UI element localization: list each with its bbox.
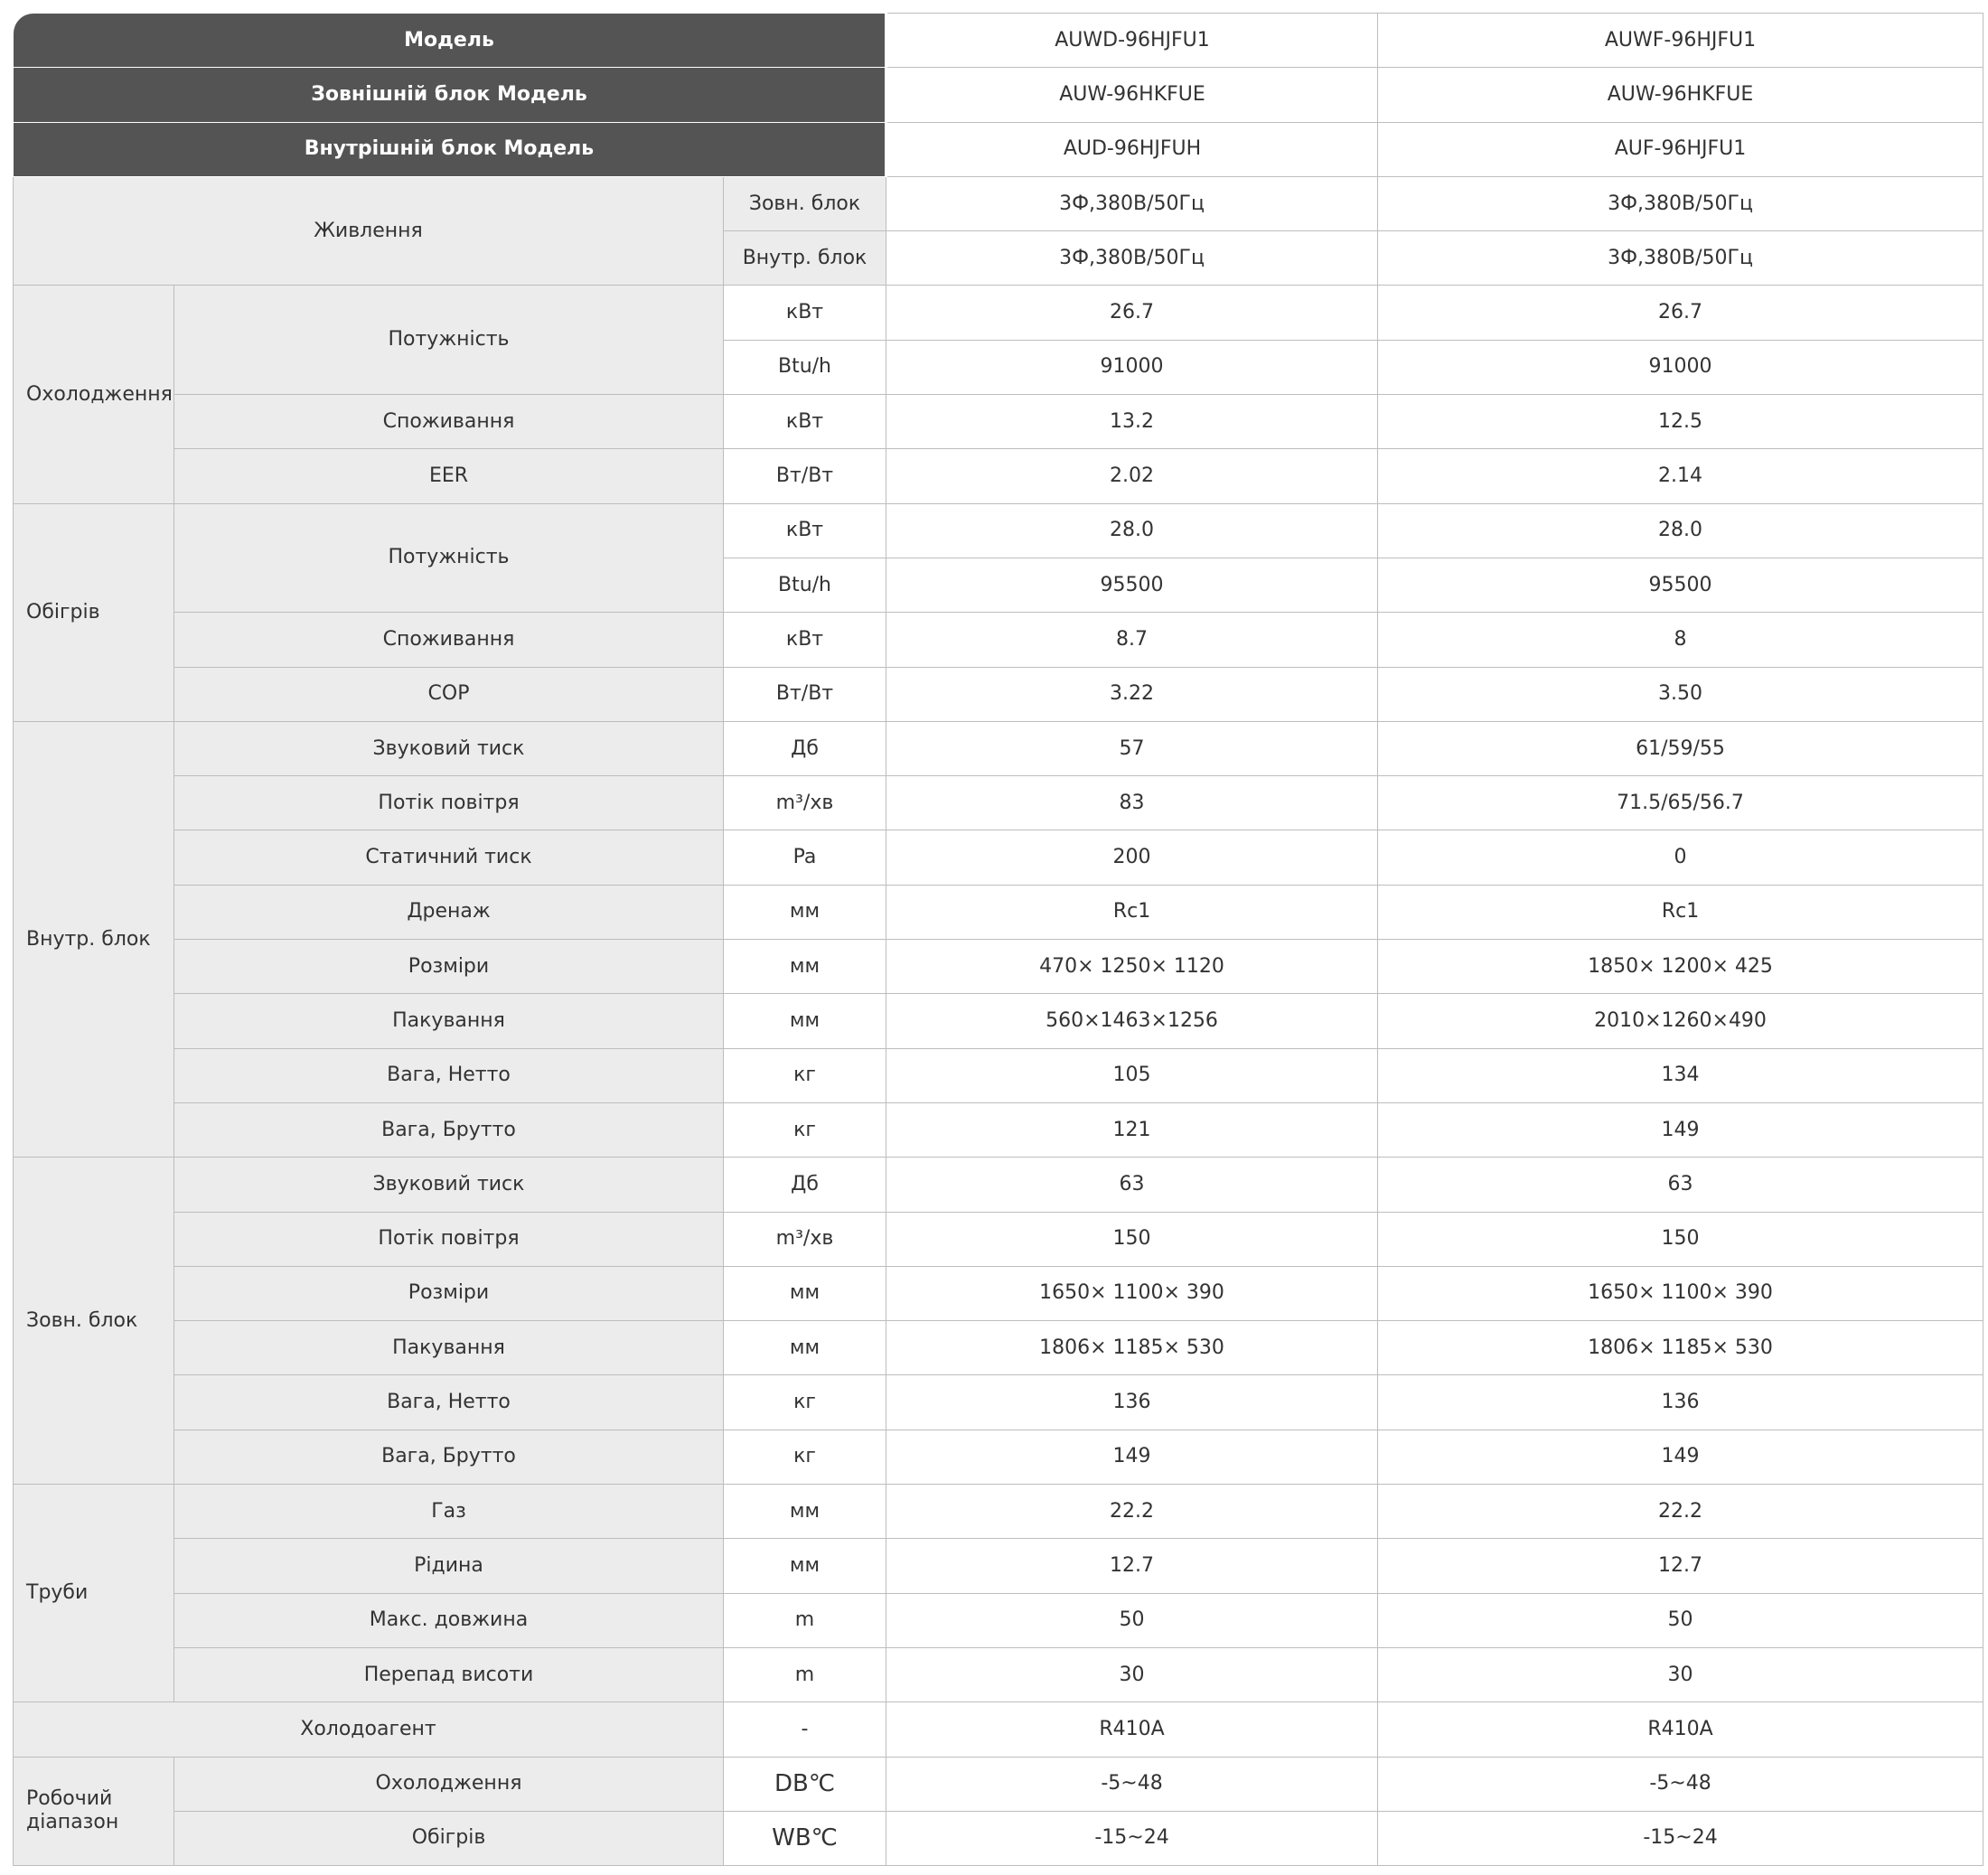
value-cell: 26.7 [886, 286, 1378, 340]
param-cell: Вага, Нетто [174, 1048, 724, 1102]
table-row [14, 395, 1983, 449]
value-cell: 1650× 1100× 390 [1378, 1266, 1983, 1320]
value-cell: 560×1463×1256 [886, 994, 1378, 1048]
param-cell: Газ [174, 1485, 724, 1539]
value-cell: 22.2 [1378, 1485, 1983, 1539]
unit-cell: m [724, 1647, 886, 1702]
unit-cell: кВт [724, 503, 886, 558]
table-row [14, 1375, 1983, 1430]
value-cell: 2.14 [1378, 449, 1983, 503]
unit-cell: кВт [724, 613, 886, 667]
value-cell: 136 [1378, 1375, 1983, 1430]
model-2: AUWF-96HJFU1 [1378, 14, 1983, 68]
table-row [14, 994, 1983, 1048]
value-cell: 12.7 [1378, 1539, 1983, 1593]
value-cell: -5~48 [1378, 1757, 1983, 1811]
unit-cell: Вт/Вт [724, 667, 886, 721]
value-cell: Rc1 [1378, 885, 1983, 939]
unit-cell: мм [724, 1266, 886, 1320]
value-cell: 95500 [886, 558, 1378, 612]
header-row-model [14, 14, 1983, 68]
value-cell: 3.22 [886, 667, 1378, 721]
param-cell: Дренаж [174, 885, 724, 939]
value-cell: 2.02 [886, 449, 1378, 503]
value-cell: 61/59/55 [1378, 721, 1983, 775]
param-cell: Вага, Брутто [174, 1430, 724, 1484]
table-row [14, 1593, 1983, 1647]
value-cell: R410A [1378, 1702, 1983, 1757]
table-row [14, 1321, 1983, 1375]
table-row [14, 830, 1983, 885]
unit-cell: кВт [724, 286, 886, 340]
table-row [14, 940, 1983, 994]
value-cell: 50 [1378, 1593, 1983, 1647]
table-row [14, 1158, 1983, 1212]
param-cell: Пакування [174, 994, 724, 1048]
pipes-group-label: Труби [14, 1485, 174, 1702]
value-cell: 8.7 [886, 613, 1378, 667]
value-cell: 149 [1378, 1102, 1983, 1157]
table-row [14, 613, 1983, 667]
param-cell: Рідина [174, 1539, 724, 1593]
value-cell: 3Ф,380В/50Гц [886, 176, 1378, 230]
unit-cell: m³/хв [724, 776, 886, 830]
param-cell: Споживання [174, 613, 724, 667]
param-cell: Звуковий тиск [174, 1158, 724, 1212]
unit-cell: кг [724, 1375, 886, 1430]
value-cell: -5~48 [886, 1757, 1378, 1811]
value-cell: 149 [886, 1430, 1378, 1484]
param-cell: Статичний тиск [174, 830, 724, 885]
table-row [14, 1485, 1983, 1539]
spec-table [13, 13, 1983, 1866]
unit-cell: кг [724, 1430, 886, 1484]
unit-cell: мм [724, 1539, 886, 1593]
value-cell: 150 [886, 1212, 1378, 1266]
unit-cell: DB℃ [724, 1757, 886, 1811]
param-cell: Перепад висоти [174, 1647, 724, 1702]
value-cell: Rc1 [886, 885, 1378, 939]
value-cell: 1806× 1185× 530 [886, 1321, 1378, 1375]
table-row [14, 1102, 1983, 1157]
unit-cell: Внутр. блок [724, 231, 886, 286]
indoor-model-2: AUF-96HJFU1 [1378, 122, 1983, 176]
value-cell: 12.5 [1378, 395, 1983, 449]
param-cell: Звуковий тиск [174, 721, 724, 775]
heating-group-label: Обігрів [14, 503, 174, 721]
unit-cell: Дб [724, 721, 886, 775]
header-row-outdoor-model [14, 68, 1983, 122]
table-row [14, 503, 1983, 558]
value-cell: 3Ф,380В/50Гц [1378, 176, 1983, 230]
unit-cell: Дб [724, 1158, 886, 1212]
table-row [14, 286, 1983, 340]
unit-cell: Btu/h [724, 558, 886, 612]
value-cell: 63 [886, 1158, 1378, 1212]
value-cell: 22.2 [886, 1485, 1378, 1539]
value-cell: 30 [886, 1647, 1378, 1702]
spec-table-container [13, 13, 1983, 1866]
table-row [14, 1430, 1983, 1484]
unit-cell: m³/хв [724, 1212, 886, 1266]
value-cell: 57 [886, 721, 1378, 775]
unit-cell: мм [724, 1321, 886, 1375]
param-cell: Розміри [174, 1266, 724, 1320]
value-cell: 91000 [1378, 340, 1983, 394]
power-label: Живлення [14, 176, 724, 286]
value-cell: 2010×1260×490 [1378, 994, 1983, 1048]
value-cell: -15~24 [886, 1811, 1378, 1865]
unit-cell: Зовн. блок [724, 176, 886, 230]
param-cell: Пакування [174, 1321, 724, 1375]
cooling-group-label: Охолодження [14, 286, 174, 503]
value-cell: 8 [1378, 613, 1983, 667]
model-label: Модель [14, 14, 886, 68]
param-cell: Потік повітря [174, 1212, 724, 1266]
table-row [14, 1811, 1983, 1865]
value-cell: 105 [886, 1048, 1378, 1102]
param-cell: Вага, Брутто [174, 1102, 724, 1157]
unit-cell: - [724, 1702, 886, 1757]
table-row [14, 885, 1983, 939]
value-cell: 1650× 1100× 390 [886, 1266, 1378, 1320]
indoor-group-label: Внутр. блок [14, 721, 174, 1157]
unit-cell: Btu/h [724, 340, 886, 394]
unit-cell: мм [724, 994, 886, 1048]
value-cell: 83 [886, 776, 1378, 830]
unit-cell: мм [724, 1485, 886, 1539]
value-cell: 136 [886, 1375, 1378, 1430]
table-row [14, 1212, 1983, 1266]
table-row [14, 667, 1983, 721]
param-cell: Потужність [174, 503, 724, 613]
value-cell: 1850× 1200× 425 [1378, 940, 1983, 994]
value-cell: 28.0 [1378, 503, 1983, 558]
table-row [14, 776, 1983, 830]
param-cell: EER [174, 449, 724, 503]
value-cell: 12.7 [886, 1539, 1378, 1593]
value-cell: 26.7 [1378, 286, 1983, 340]
value-cell: 71.5/65/56.7 [1378, 776, 1983, 830]
value-cell: 91000 [886, 340, 1378, 394]
value-cell: 13.2 [886, 395, 1378, 449]
param-cell: Макс. довжина [174, 1593, 724, 1647]
model-1: AUWD-96HJFU1 [886, 14, 1378, 68]
param-cell: Обігрів [174, 1811, 724, 1865]
value-cell: 3Ф,380В/50Гц [886, 231, 1378, 286]
outdoor-model-2: AUW-96HKFUE [1378, 68, 1983, 122]
unit-cell: WB℃ [724, 1811, 886, 1865]
refrigerant-label: Холодоагент [14, 1702, 724, 1757]
table-row [14, 721, 1983, 775]
value-cell: 149 [1378, 1430, 1983, 1484]
value-cell: 95500 [1378, 558, 1983, 612]
table-row [14, 449, 1983, 503]
outdoor-group-label: Зовн. блок [14, 1158, 174, 1485]
value-cell: -15~24 [1378, 1811, 1983, 1865]
unit-cell: мм [724, 885, 886, 939]
param-cell: Споживання [174, 395, 724, 449]
indoor-model-1: AUD-96HJFUH [886, 122, 1378, 176]
table-row [14, 1702, 1983, 1757]
table-row [14, 1539, 1983, 1593]
unit-cell: Вт/Вт [724, 449, 886, 503]
value-cell: 3.50 [1378, 667, 1983, 721]
table-row [14, 176, 1983, 230]
param-cell: Охолодження [174, 1757, 724, 1811]
table-row [14, 1647, 1983, 1702]
indoor-model-label: Внутрішній блок Модель [14, 122, 886, 176]
value-cell: 150 [1378, 1212, 1983, 1266]
table-row [14, 1266, 1983, 1320]
unit-cell: кВт [724, 395, 886, 449]
value-cell: 1806× 1185× 530 [1378, 1321, 1983, 1375]
header-row-indoor-model [14, 122, 1983, 176]
unit-cell: кг [724, 1102, 886, 1157]
value-cell: R410A [886, 1702, 1378, 1757]
table-row [14, 1757, 1983, 1811]
unit-cell: Pa [724, 830, 886, 885]
param-cell: Потік повітря [174, 776, 724, 830]
value-cell: 200 [886, 830, 1378, 885]
value-cell: 63 [1378, 1158, 1983, 1212]
outdoor-model-label: Зовнішній блок Модель [14, 68, 886, 122]
param-cell: Розміри [174, 940, 724, 994]
value-cell: 3Ф,380В/50Гц [1378, 231, 1983, 286]
unit-cell: m [724, 1593, 886, 1647]
value-cell: 30 [1378, 1647, 1983, 1702]
table-row [14, 1048, 1983, 1102]
value-cell: 134 [1378, 1048, 1983, 1102]
outdoor-model-1: AUW-96HKFUE [886, 68, 1378, 122]
param-cell: Вага, Нетто [174, 1375, 724, 1430]
unit-cell: мм [724, 940, 886, 994]
param-cell: Потужність [174, 286, 724, 395]
param-cell: COP [174, 667, 724, 721]
value-cell: 121 [886, 1102, 1378, 1157]
value-cell: 50 [886, 1593, 1378, 1647]
value-cell: 470× 1250× 1120 [886, 940, 1378, 994]
operating-range-group-label: Робочий діапазон [14, 1757, 174, 1866]
value-cell: 28.0 [886, 503, 1378, 558]
unit-cell: кг [724, 1048, 886, 1102]
value-cell: 0 [1378, 830, 1983, 885]
